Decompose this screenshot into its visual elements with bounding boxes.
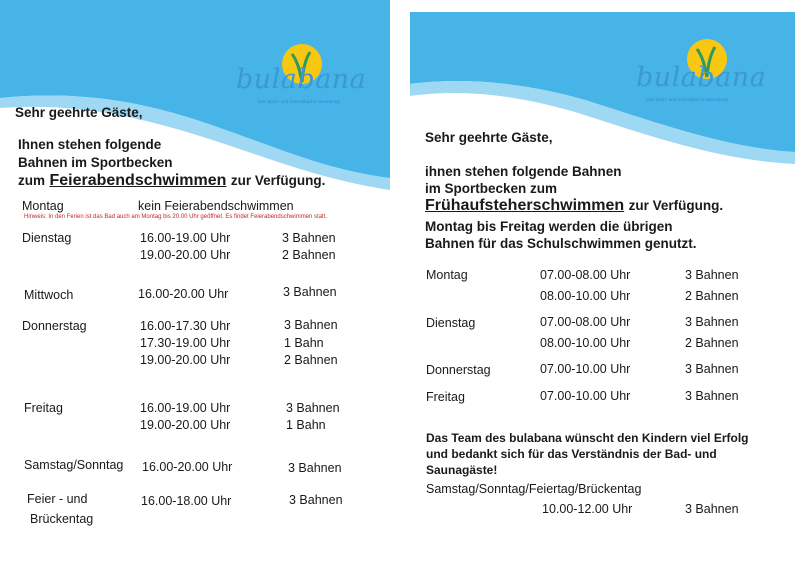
intro-line-2: im Sportbecken zum — [425, 181, 558, 196]
right-flyer — [405, 0, 800, 566]
time-slot: 16.00-17.30 Uhr — [140, 319, 231, 333]
time-slot: 19.00-20.00 Uhr — [140, 418, 231, 432]
monday-text: kein Feierabendschwimmen — [138, 199, 294, 213]
day-label: Donnerstag — [22, 319, 87, 333]
lane-count: 3 Bahnen — [685, 315, 739, 329]
intro-line-5: Bahnen für das Schulschwimmen genutzt. — [425, 236, 697, 251]
program-title: Frühaufsteherschwimmen — [425, 197, 625, 214]
time-slot: 19.00-20.00 Uhr — [140, 353, 231, 367]
team-line-2: und bedankt sich für das Verständnis der Bad- und — [426, 447, 717, 461]
lane-count: 3 Bahnen — [289, 493, 343, 507]
program-title: Feierabendschwimmen — [49, 172, 227, 189]
lane-count: 3 Bahnen — [685, 268, 739, 282]
weekend-label: Samstag/Sonntag/Feiertag/Brückentag — [426, 482, 642, 496]
intro-suffix: zur Verfügung. — [628, 198, 724, 213]
time-slot: 07.00-10.00 Uhr — [540, 362, 631, 376]
intro-line-2: Bahnen im Sportbecken — [18, 155, 173, 170]
intro-line-3 — [18, 172, 325, 190]
intro-line-4: Montag bis Freitag werden die übrigen — [425, 219, 673, 234]
day-label: Donnerstag — [426, 363, 491, 377]
lane-count: 3 Bahnen — [685, 502, 739, 516]
intro-suffix: zur Verfügung. — [230, 173, 326, 188]
lane-count: 2 Bahnen — [284, 353, 338, 367]
day-label: Brückentag — [30, 512, 94, 526]
time-slot: 07.00-10.00 Uhr — [540, 389, 631, 403]
greeting: Sehr geehrte Gäste, — [425, 130, 553, 145]
time-slot: 16.00-20.00 Uhr — [138, 287, 229, 301]
lane-count: 3 Bahnen — [286, 401, 340, 415]
day-label: Montag — [426, 268, 468, 282]
greeting: Sehr geehrte Gäste, — [15, 105, 143, 120]
day-label: Dienstag — [426, 316, 476, 330]
lane-count: 3 Bahnen — [283, 285, 337, 299]
lane-count: 3 Bahnen — [284, 318, 338, 332]
intro-prefix: zum — [18, 173, 45, 188]
lane-count: 3 Bahnen — [685, 389, 739, 403]
time-slot: 07.00-08.00 Uhr — [540, 315, 631, 329]
time-slot: 19.00-20.00 Uhr — [140, 248, 231, 262]
team-line-3: Saunagäste! — [426, 463, 498, 477]
lane-count: 1 Bahn — [286, 418, 326, 432]
day-label: Feier - und — [27, 492, 88, 506]
lane-count: 3 Bahnen — [685, 362, 739, 376]
lane-count: 2 Bahnen — [685, 336, 739, 350]
team-line-1: Das Team des bulabana wünscht den Kindern viel Erfolg — [426, 431, 749, 445]
intro-line-1: ihnen stehen folgende Bahnen — [425, 164, 622, 179]
intro-line-3 — [425, 197, 723, 215]
brand-tagline: Das Sport- und Freizeitbad in Naumburg! — [646, 97, 729, 102]
lane-count: 1 Bahn — [284, 336, 324, 350]
time-slot: 16.00-18.00 Uhr — [141, 494, 232, 508]
time-slot: 08.00-10.00 Uhr — [540, 336, 631, 350]
time-slot: 07.00-08.00 Uhr — [540, 268, 631, 282]
day-label: Samstag/Sonntag — [24, 458, 124, 472]
day-label: Dienstag — [22, 231, 72, 245]
time-slot: 16.00-19.00 Uhr — [140, 231, 231, 245]
time-slot: 17.30-19.00 Uhr — [140, 336, 231, 350]
brand-tagline: Das Sport- und Freizeitbad in Naumburg! — [258, 99, 341, 104]
time-slot: 16.00-19.00 Uhr — [140, 401, 231, 415]
day-label: Mittwoch — [24, 288, 74, 302]
day-label: Freitag — [426, 390, 465, 404]
time-slot: 10.00-12.00 Uhr — [542, 502, 633, 516]
lane-count: 2 Bahnen — [282, 248, 336, 262]
time-slot: 08.00-10.00 Uhr — [540, 289, 631, 303]
day-label: Freitag — [24, 401, 63, 415]
intro-line-1: Ihnen stehen folgende — [18, 137, 162, 152]
monday-day: Montag — [22, 199, 64, 213]
lane-count: 2 Bahnen — [685, 289, 739, 303]
lane-count: 3 Bahnen — [288, 461, 342, 475]
time-slot: 16.00-20.00 Uhr — [142, 460, 233, 474]
brand-logo-text: bulabana — [636, 62, 767, 93]
brand-logo-text: bulabana — [236, 64, 367, 95]
lane-count: 3 Bahnen — [282, 231, 336, 245]
holiday-hint: Hinweis: In den Ferien ist das Bad auch am Montag bis 20.00 Uhr geöffnet. Es findet Feierabendschwimmen statt. — [24, 214, 328, 220]
